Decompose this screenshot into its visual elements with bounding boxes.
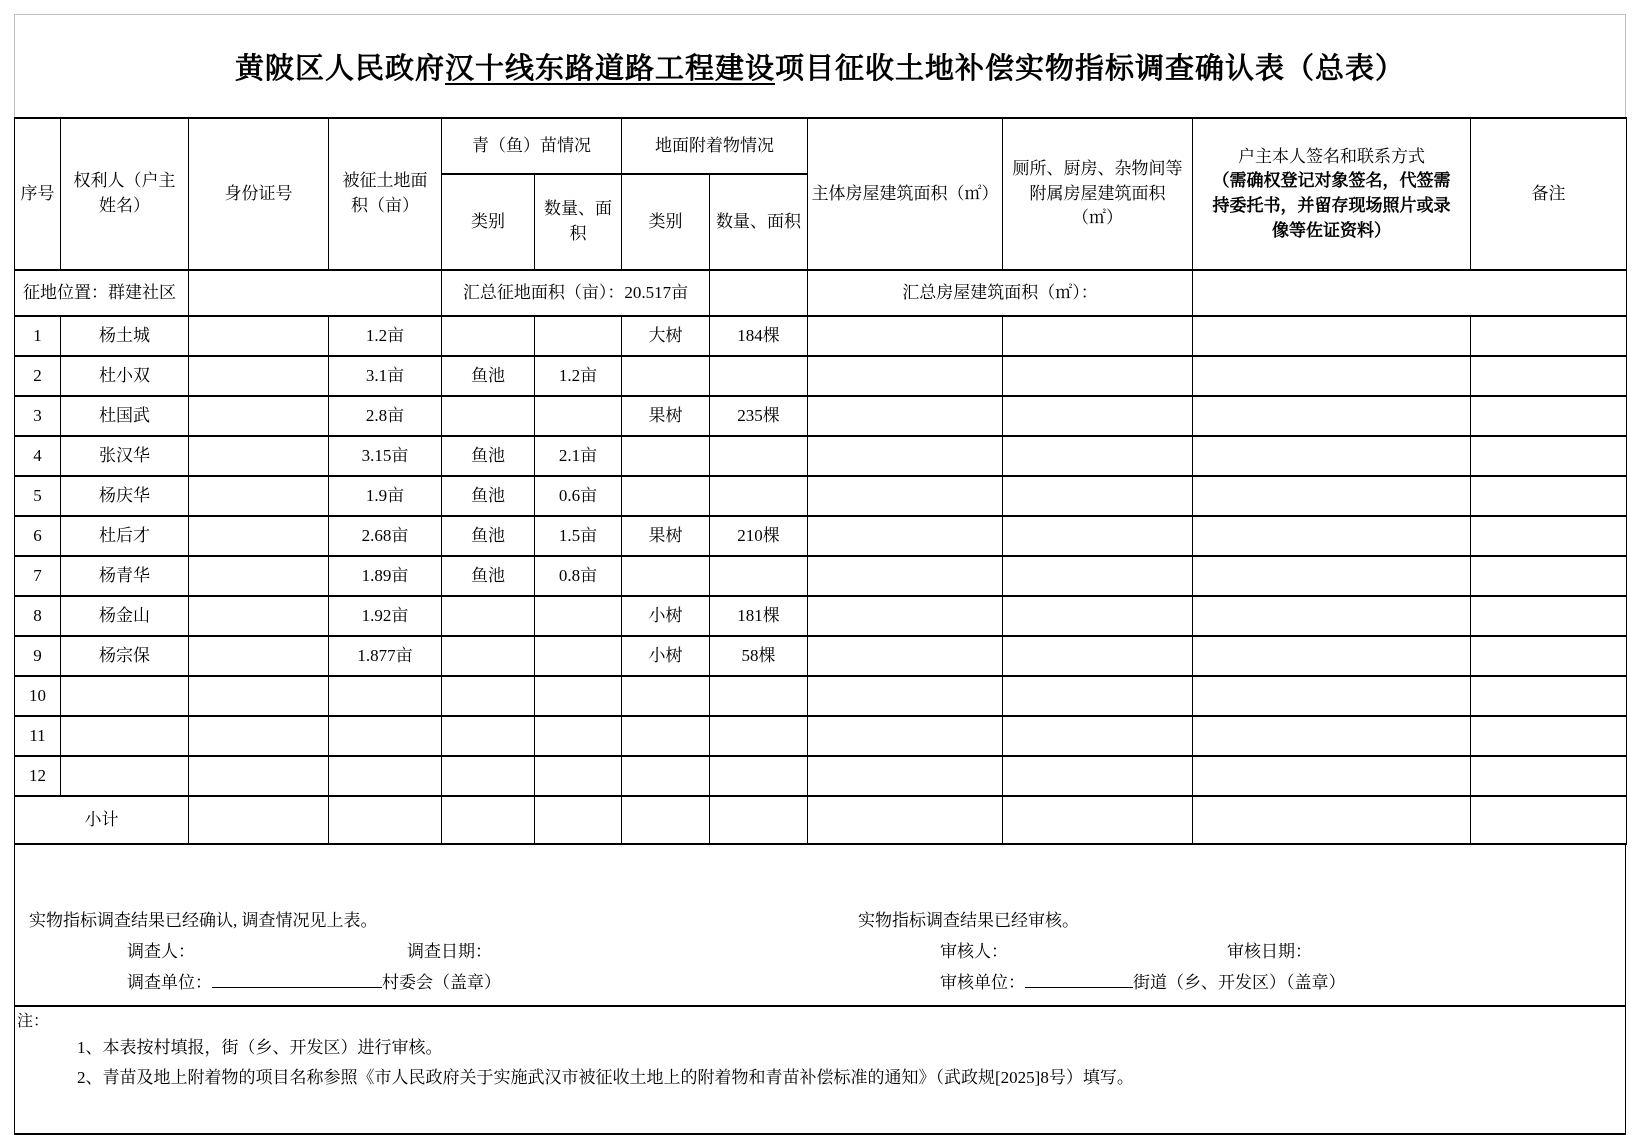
cell-land-area: 1.89亩 — [329, 556, 442, 596]
cell-seq: 11 — [15, 716, 61, 756]
cell-attachment-quantity — [710, 556, 808, 596]
review-unit-label: 审核单位： — [940, 973, 1025, 992]
cell-remark — [1471, 636, 1627, 676]
header-aux-house: 厕所、厨房、杂物间等附属房屋建筑面积（㎡） — [1003, 118, 1193, 270]
table-row — [15, 756, 1627, 796]
cell-crop-quantity — [535, 676, 622, 716]
cell-attachment-quantity — [710, 436, 808, 476]
cell-attachment-type — [622, 716, 710, 756]
land-location-cell: 征地位置：群建社区 — [15, 270, 189, 316]
cell-id-number — [189, 476, 329, 516]
cell-owner-name: 杨土城 — [61, 316, 189, 356]
cell-main-house-area — [808, 436, 1003, 476]
survey-confirm-block — [15, 845, 842, 1005]
cell-signature — [1193, 476, 1471, 516]
page-title — [14, 14, 1626, 117]
notes-section — [14, 1007, 1626, 1135]
cell-main-house-area — [808, 756, 1003, 796]
cell-attachment-type — [622, 556, 710, 596]
cell-crop-type: 鱼池 — [442, 436, 535, 476]
cell-main-house-area — [808, 596, 1003, 636]
header-crops-group: 青（鱼）苗情况 — [442, 118, 622, 174]
cell-owner-name: 杨宗保 — [61, 636, 189, 676]
table-row — [15, 676, 1627, 716]
cell-attachment-quantity — [710, 756, 808, 796]
cell-main-house-area — [808, 716, 1003, 756]
cell-attachment-type — [622, 676, 710, 716]
cell-crop-type — [442, 316, 535, 356]
cell-main-house-area — [808, 516, 1003, 556]
reviewer-line — [858, 936, 1625, 967]
notes-label: 注： — [17, 1013, 50, 1030]
cell-crop-type — [442, 596, 535, 636]
cell-owner-name — [61, 676, 189, 716]
total-building-area-cell: 汇总房屋建筑面积（㎡）： — [808, 270, 1193, 316]
cell-seq: 8 — [15, 596, 61, 636]
cell-attachment-quantity — [710, 716, 808, 756]
cell-main-house-area — [808, 356, 1003, 396]
cell-seq: 7 — [15, 556, 61, 596]
cell-remark — [1471, 316, 1627, 356]
empty-cell — [1471, 796, 1627, 844]
subtotal-row — [15, 796, 1627, 844]
cell-attachment-quantity: 58棵 — [710, 636, 808, 676]
cell-aux-house-area — [1003, 596, 1193, 636]
cell-id-number — [189, 596, 329, 636]
cell-aux-house-area — [1003, 396, 1193, 436]
cell-signature — [1193, 676, 1471, 716]
cell-aux-house-area — [1003, 316, 1193, 356]
header-signature-title: 户主本人签名和联系方式 — [1238, 146, 1425, 166]
cell-attachment-type: 小树 — [622, 636, 710, 676]
table-row — [15, 316, 1627, 356]
cell-signature — [1193, 716, 1471, 756]
cell-id-number — [189, 356, 329, 396]
form-sheet — [14, 14, 1626, 1135]
cell-seq: 2 — [15, 356, 61, 396]
cell-land-area: 3.15亩 — [329, 436, 442, 476]
survey-unit-blank-line — [212, 968, 382, 988]
cell-id-number — [189, 396, 329, 436]
title-prefix: 黄陂区人民政府 — [234, 52, 445, 85]
cell-attachment-type: 果树 — [622, 516, 710, 556]
empty-cell — [189, 270, 442, 316]
cell-land-area — [329, 716, 442, 756]
empty-cell — [710, 796, 808, 844]
empty-cell — [442, 796, 535, 844]
header-signature-note: （需确权登记对象签名，代签需持委托书，并留存现场照片或录像等佐证资料） — [1212, 171, 1451, 240]
cell-signature — [1193, 596, 1471, 636]
cell-attachment-quantity: 235棵 — [710, 396, 808, 436]
cell-owner-name: 杨青华 — [61, 556, 189, 596]
cell-crop-type — [442, 636, 535, 676]
note-item-1: 1、本表按村填报，街（乡、开发区）进行审核。 — [77, 1038, 443, 1057]
table-row — [15, 396, 1627, 436]
survey-table — [14, 117, 1627, 845]
cell-attachment-quantity — [710, 476, 808, 516]
cell-owner-name: 杜小双 — [61, 356, 189, 396]
cell-main-house-area — [808, 556, 1003, 596]
cell-land-area — [329, 676, 442, 716]
cell-attachment-type — [622, 436, 710, 476]
review-unit-line — [858, 967, 1625, 998]
review-date-label: 审核日期： — [1227, 942, 1312, 961]
empty-cell — [808, 796, 1003, 844]
header-row-groups — [15, 118, 1627, 174]
cell-seq: 9 — [15, 636, 61, 676]
surveyor-line — [29, 936, 842, 967]
survey-unit-suffix: 村委会（盖章） — [382, 973, 501, 992]
header-main-house: 主体房屋建筑面积（㎡） — [808, 118, 1003, 270]
cell-owner-name: 杜后才 — [61, 516, 189, 556]
cell-owner-name: 杜国武 — [61, 396, 189, 436]
cell-land-area: 2.68亩 — [329, 516, 442, 556]
cell-crop-type — [442, 676, 535, 716]
cell-attachment-quantity — [710, 356, 808, 396]
cell-owner-name — [61, 716, 189, 756]
header-crop-quantity: 数量、面积 — [535, 174, 622, 270]
cell-crop-type — [442, 756, 535, 796]
header-land-area: 被征土地面积（亩） — [329, 118, 442, 270]
signature-footer — [14, 845, 1626, 1007]
cell-attachment-quantity: 181棵 — [710, 596, 808, 636]
cell-remark — [1471, 676, 1627, 716]
review-unit-suffix: 街道（乡、开发区）（盖章） — [1133, 973, 1346, 992]
cell-signature — [1193, 556, 1471, 596]
cell-id-number — [189, 676, 329, 716]
cell-main-house-area — [808, 476, 1003, 516]
cell-signature — [1193, 436, 1471, 476]
cell-id-number — [189, 316, 329, 356]
cell-crop-quantity: 0.8亩 — [535, 556, 622, 596]
cell-remark — [1471, 596, 1627, 636]
cell-id-number — [189, 716, 329, 756]
cell-aux-house-area — [1003, 676, 1193, 716]
cell-remark — [1471, 556, 1627, 596]
title-suffix: 项目征收土地补偿实物指标调查确认表（总表） — [775, 52, 1406, 85]
header-signature — [1193, 118, 1471, 270]
cell-id-number — [189, 516, 329, 556]
cell-remark — [1471, 476, 1627, 516]
survey-confirm-statement: 实物指标调查结果已经确认, 调查情况见上表。 — [29, 911, 378, 930]
header-id-number: 身份证号 — [189, 118, 329, 270]
cell-id-number — [189, 436, 329, 476]
cell-id-number — [189, 636, 329, 676]
subtotal-label-cell: 小计 — [15, 796, 189, 844]
cell-land-area: 1.92亩 — [329, 596, 442, 636]
header-crop-category: 类别 — [442, 174, 535, 270]
cell-crop-type: 鱼池 — [442, 556, 535, 596]
cell-land-area: 1.877亩 — [329, 636, 442, 676]
cell-crop-type — [442, 396, 535, 436]
cell-remark — [1471, 756, 1627, 796]
cell-signature — [1193, 756, 1471, 796]
cell-aux-house-area — [1003, 556, 1193, 596]
empty-cell — [535, 796, 622, 844]
cell-attachment-quantity — [710, 676, 808, 716]
cell-crop-quantity — [535, 756, 622, 796]
cell-land-area: 3.1亩 — [329, 356, 442, 396]
cell-crop-quantity: 2.1亩 — [535, 436, 622, 476]
cell-attachment-type: 果树 — [622, 396, 710, 436]
cell-crop-quantity — [535, 596, 622, 636]
cell-seq: 5 — [15, 476, 61, 516]
cell-remark — [1471, 716, 1627, 756]
header-attachment-quantity: 数量、面积 — [710, 174, 808, 270]
cell-crop-type: 鱼池 — [442, 516, 535, 556]
cell-attachment-quantity: 184棵 — [710, 316, 808, 356]
cell-owner-name — [61, 756, 189, 796]
cell-attachment-type — [622, 756, 710, 796]
cell-seq: 4 — [15, 436, 61, 476]
total-land-area-cell: 汇总征地面积（亩）：20.517亩 — [442, 270, 710, 316]
empty-cell — [710, 270, 808, 316]
empty-cell — [622, 796, 710, 844]
cell-crop-type — [442, 716, 535, 756]
cell-attachment-type — [622, 476, 710, 516]
review-confirm-block — [842, 845, 1625, 1005]
cell-aux-house-area — [1003, 716, 1193, 756]
cell-main-house-area — [808, 316, 1003, 356]
header-attachments-group: 地面附着物情况 — [622, 118, 808, 174]
cell-crop-quantity: 1.5亩 — [535, 516, 622, 556]
table-row — [15, 476, 1627, 516]
cell-remark — [1471, 436, 1627, 476]
title-underlined-project-name: 汉十线东路道路工程建设 — [444, 52, 775, 85]
cell-crop-quantity — [535, 716, 622, 756]
cell-seq: 1 — [15, 316, 61, 356]
cell-attachment-type: 大树 — [622, 316, 710, 356]
table-row — [15, 556, 1627, 596]
cell-land-area — [329, 756, 442, 796]
cell-crop-type: 鱼池 — [442, 476, 535, 516]
surveyor-label: 调查人： — [127, 942, 195, 961]
table-row — [15, 516, 1627, 556]
empty-cell — [1193, 270, 1627, 316]
survey-unit-label: 调查单位： — [127, 973, 212, 992]
table-row — [15, 436, 1627, 476]
cell-seq: 6 — [15, 516, 61, 556]
header-remark: 备注 — [1471, 118, 1627, 270]
cell-land-area: 2.8亩 — [329, 396, 442, 436]
cell-seq: 10 — [15, 676, 61, 716]
cell-attachment-quantity: 210棵 — [710, 516, 808, 556]
cell-signature — [1193, 356, 1471, 396]
header-owner: 权利人（户主姓名） — [61, 118, 189, 270]
cell-signature — [1193, 636, 1471, 676]
cell-crop-quantity: 0.6亩 — [535, 476, 622, 516]
cell-crop-quantity — [535, 636, 622, 676]
cell-aux-house-area — [1003, 516, 1193, 556]
cell-signature — [1193, 316, 1471, 356]
cell-crop-quantity — [535, 316, 622, 356]
cell-signature — [1193, 516, 1471, 556]
empty-cell — [1193, 796, 1471, 844]
cell-aux-house-area — [1003, 756, 1193, 796]
review-confirm-statement: 实物指标调查结果已经审核。 — [858, 911, 1079, 930]
note-item-2: 2、青苗及地上附着物的项目名称参照《市人民政府关于实施武汉市被征收土地上的附着物和青苗补偿标准的通知》（武政规[2025]8号）填写。 — [77, 1068, 1134, 1087]
cell-aux-house-area — [1003, 476, 1193, 516]
cell-crop-quantity — [535, 396, 622, 436]
cell-main-house-area — [808, 396, 1003, 436]
cell-id-number — [189, 556, 329, 596]
reviewer-label: 审核人： — [940, 942, 1008, 961]
review-unit-blank-line — [1025, 968, 1133, 988]
empty-cell — [329, 796, 442, 844]
table-row — [15, 716, 1627, 756]
cell-remark — [1471, 396, 1627, 436]
cell-attachment-type — [622, 356, 710, 396]
cell-land-area: 1.2亩 — [329, 316, 442, 356]
cell-crop-type: 鱼池 — [442, 356, 535, 396]
empty-cell — [1003, 796, 1193, 844]
cell-main-house-area — [808, 636, 1003, 676]
empty-cell — [189, 796, 329, 844]
cell-seq: 12 — [15, 756, 61, 796]
table-row — [15, 356, 1627, 396]
cell-land-area: 1.9亩 — [329, 476, 442, 516]
cell-main-house-area — [808, 676, 1003, 716]
survey-date-label: 调查日期： — [407, 942, 492, 961]
header-seq: 序号 — [15, 118, 61, 270]
cell-id-number — [189, 756, 329, 796]
cell-aux-house-area — [1003, 436, 1193, 476]
cell-signature — [1193, 396, 1471, 436]
cell-attachment-type: 小树 — [622, 596, 710, 636]
summary-info-row — [15, 270, 1627, 316]
cell-crop-quantity: 1.2亩 — [535, 356, 622, 396]
cell-aux-house-area — [1003, 356, 1193, 396]
cell-remark — [1471, 356, 1627, 396]
cell-owner-name: 杨庆华 — [61, 476, 189, 516]
cell-remark — [1471, 516, 1627, 556]
table-row — [15, 596, 1627, 636]
cell-owner-name: 杨金山 — [61, 596, 189, 636]
table-row — [15, 636, 1627, 676]
header-attachment-category: 类别 — [622, 174, 710, 270]
survey-unit-line — [29, 967, 842, 998]
cell-seq: 3 — [15, 396, 61, 436]
cell-owner-name: 张汉华 — [61, 436, 189, 476]
cell-aux-house-area — [1003, 636, 1193, 676]
page-title-text — [235, 46, 1405, 87]
